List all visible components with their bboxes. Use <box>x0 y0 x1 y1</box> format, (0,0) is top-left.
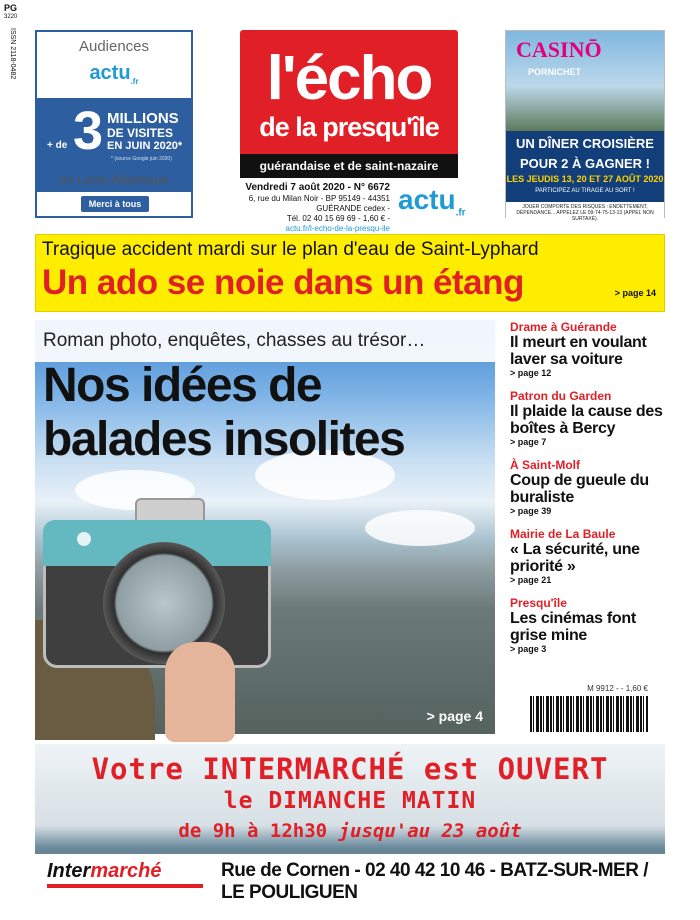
casino-place: PORNICHET <box>528 67 582 77</box>
ad-line3 <box>35 820 665 842</box>
sidebar-story[interactable] <box>510 458 670 517</box>
intermarche-ad[interactable] <box>35 744 665 903</box>
issn-text: ISSN 2118-0482 <box>9 28 16 80</box>
actu-logo-tld: .fr <box>130 77 139 86</box>
audiences-prefix: + de <box>47 140 68 151</box>
casino-cta: PARTICIPEZ AU TIRAGE AU SORT ! <box>535 188 635 194</box>
story-title: Coup de gueule du buraliste <box>510 472 649 506</box>
masthead-line1: l'écho <box>266 44 432 113</box>
intermarche-logo <box>47 860 162 883</box>
lead-page: > page 14 <box>614 288 656 298</box>
casino-promo <box>506 131 664 222</box>
barcode <box>530 684 648 732</box>
lead-headline: Un ado se noie dans un étang <box>42 263 524 302</box>
audiences-line1: MILLIONS <box>107 110 179 127</box>
story-kicker: Patron du Garden <box>510 389 612 403</box>
casino-fine: JOUER COMPORTE DES RISQUES : ENDETTEMENT, DÉPENDANCE... APPELEZ LE 09-74-75-13-13 (APPEL NON SURTAXÉ). <box>506 202 664 224</box>
brand-part-a: Inter <box>47 860 91 882</box>
brand-part-b: marché <box>90 860 162 882</box>
masthead-logo[interactable] <box>240 30 458 178</box>
sidebar-stories <box>510 320 670 665</box>
masthead-line2: de la presqu'île <box>259 112 439 142</box>
audiences-title: Audiences <box>78 38 150 55</box>
story-kicker: À Saint-Molf <box>510 458 580 472</box>
story-kicker: Presqu'île <box>510 596 567 610</box>
hand-shape <box>165 642 235 742</box>
story-page: > page 21 <box>510 575 552 585</box>
masthead-subtitle: guérandaise et de saint-nazaire <box>240 154 458 178</box>
casino-dates: LES JEUDIS 13, 20 ET 27 AOÛT 2020 <box>506 174 664 184</box>
story-title: Il plaide la cause des boîtes à Bercy <box>510 403 663 437</box>
ad-hours: de 9h à 12h30 <box>178 820 328 842</box>
feature-title-line2: balades insolites <box>43 413 405 466</box>
story-kicker: Mairie de La Baule <box>510 527 616 541</box>
story-title: Les cinémas font grise mine <box>510 610 636 644</box>
actu-logo-large[interactable] <box>398 184 466 219</box>
camera-flash <box>77 532 91 546</box>
brand-underline <box>47 884 203 888</box>
lead-story[interactable] <box>35 234 665 312</box>
audiences-line2: DE VISITES <box>107 126 174 140</box>
ad-line1: Votre INTERMARCHÉ est OUVERT <box>91 752 609 786</box>
story-title: Il meurt en voulant laver sa voiture <box>510 334 647 368</box>
issue-address: 6, rue du Milan Noir - BP 95149 - 44351 GUÉRANDE cedex - <box>248 194 390 213</box>
audiences-ad[interactable] <box>35 30 193 218</box>
sidebar-story[interactable] <box>510 527 670 586</box>
actu-logo-large-text: actu <box>398 184 456 215</box>
audiences-line3: EN JUIN 2020* <box>107 140 183 152</box>
issue-date: Vendredi 7 août 2020 - N° 6672 <box>245 182 390 193</box>
feature-kicker: Roman photo, enquêtes, chasses au trésor… <box>43 330 426 351</box>
sidebar-story[interactable] <box>510 389 670 448</box>
ad-line2: le DIMANCHE MATIN <box>223 788 477 814</box>
story-page: > page 12 <box>510 368 552 378</box>
pg-label: PG <box>4 3 18 13</box>
casino-ad-image <box>506 31 664 131</box>
feature-story[interactable] <box>35 320 495 734</box>
story-title: « La sécurité, une priorité » <box>510 541 640 575</box>
ad-footer <box>35 854 665 903</box>
page-code <box>4 4 17 22</box>
issue-info <box>240 182 390 234</box>
barcode-bars <box>530 696 648 732</box>
audiences-thanks: Merci à tous <box>81 196 149 212</box>
story-page: > page 7 <box>510 437 547 447</box>
ad-address: Rue de Cornen - 02 40 42 10 46 - BATZ-SUR-MER / LE POULIGUEN <box>221 860 648 903</box>
audiences-note: * (source Google juin 2020) <box>111 156 172 162</box>
casino-promo1: UN DÎNER CROISIÈRE <box>516 136 654 151</box>
lead-kicker: Tragique accident mardi sur le plan d'eau de Saint-Lyphard <box>42 239 539 260</box>
feature-page: > page 4 <box>426 708 483 724</box>
pg-number: 3220 <box>4 14 18 20</box>
audiences-region: en Loire-Atlantique <box>59 172 169 187</box>
audiences-number: 3 <box>73 101 104 161</box>
issue-contact: Tél. 02 40 15 69 69 - 1,60 € - <box>286 214 390 223</box>
story-kicker: Drame à Guérande <box>510 320 617 334</box>
story-page: > page 3 <box>510 644 547 654</box>
feature-title-line1: Nos idées de <box>43 359 322 412</box>
cloud-shape <box>365 510 475 546</box>
casino-name: CASINŌ <box>516 37 602 62</box>
actu-logo-text: actu <box>89 62 131 84</box>
casino-promo2: POUR 2 À GAGNER ! <box>519 156 650 171</box>
sidebar-story[interactable] <box>510 596 670 655</box>
sidebar-story[interactable] <box>510 320 670 379</box>
barcode-code: M 9912 - - 1,60 € <box>587 684 648 693</box>
casino-ad[interactable] <box>505 30 665 222</box>
story-page: > page 39 <box>510 506 552 516</box>
actu-logo-large-tld: .fr <box>455 207 466 219</box>
issue-web[interactable]: actu.fr/l-echo-de-la-presqu-ile <box>285 224 390 233</box>
actu-logo <box>37 62 191 86</box>
issn-vertical <box>4 28 16 198</box>
ad-until: jusqu'au 23 août <box>338 820 522 842</box>
